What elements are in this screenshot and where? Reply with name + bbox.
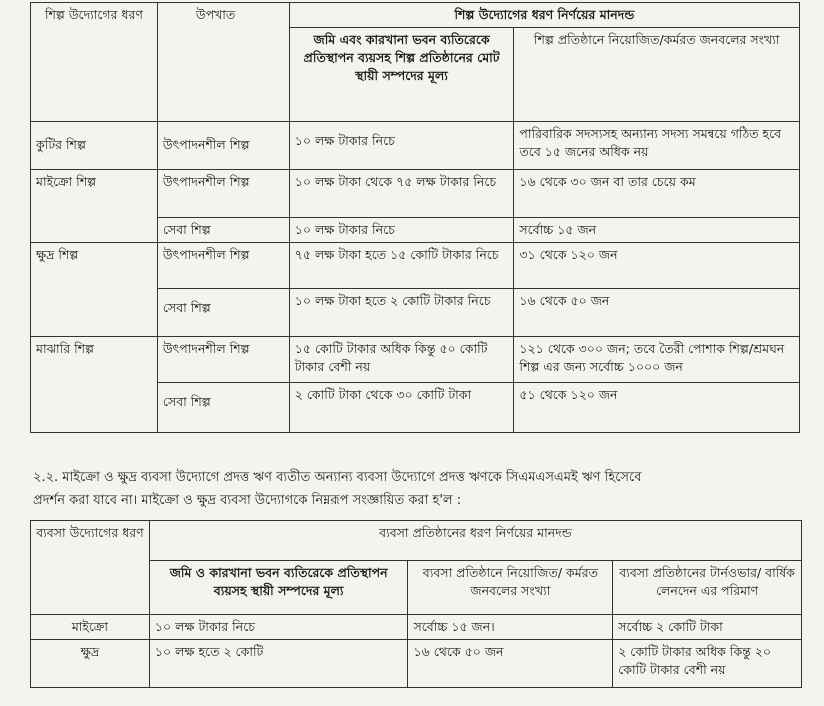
industry-type: মাঝারি শিল্প: [31, 337, 158, 433]
industry-sector: সেবা শিল্প: [157, 289, 289, 337]
fixed-assets: ২ কোটি টাকা থেকে ৩০ কোটি টাকা: [289, 383, 514, 433]
table-row: [31, 122, 800, 170]
turnover: ২ কোটি টাকার অধিক কিন্তু ২০ কোটি টাকার বেশী নয়: [613, 640, 802, 688]
fixed-assets: ১০ লক্ষ টাকার নিচে: [289, 218, 514, 243]
fixed-assets: ১০ লক্ষ টাকার নিচে: [149, 615, 408, 640]
industry-type: মাইক্রো শিল্প: [31, 170, 158, 243]
fixed-assets: ১০ লক্ষ হতে ২ কোটি: [149, 640, 408, 688]
header-workforce: ব্যবসা প্রতিষ্ঠানে নিয়োজিত/ কর্মরত জনবলের সংখ্যা: [408, 561, 613, 615]
fixed-assets: ১০ লক্ষ টাকা থেকে ৭৫ লক্ষ টাকার নিচে: [289, 170, 514, 218]
industry-sector: সেবা শিল্প: [157, 383, 289, 433]
header-sector: উপখাত: [157, 3, 289, 122]
fixed-assets: ১০ লক্ষ টাকার নিচে: [289, 122, 514, 170]
industry-sector: উৎপাদনশীল শিল্প: [157, 122, 289, 170]
industry-sector: উৎপাদনশীল শিল্প: [157, 170, 289, 218]
industry-type: ক্ষুদ্র শিল্প: [31, 243, 158, 337]
paragraph-line: প্রদর্শন করা যাবে না। মাইক্রো ও ক্ষুদ্র ব্যবসা উদ্যোগকে নিম্নরূপ সংজ্ঞায়িত করা হ'ল :: [33, 493, 462, 508]
workforce: সর্বোচ্চ ১৫ জন।: [408, 615, 613, 640]
business-type: মাইক্রো: [31, 615, 150, 640]
workforce: ১৬ থেকে ৫০ জন: [408, 640, 613, 688]
header-fixed-assets: জমি ও কারখানা ভবন ব্যতিরেকে প্রতিস্থাপন ব্যয়সহ স্থায়ী সম্পদের মূল্য: [149, 561, 408, 615]
header-turnover: ব্যবসা প্রতিষ্ঠানের টার্নওভার/ বার্ষিক লেনদেন এর পরিমাণ: [613, 561, 802, 615]
header-industry-type: শিল্প উদ্যোগের ধরণ: [31, 3, 158, 122]
table-row: [31, 615, 802, 640]
industry-classification-table: [30, 2, 800, 433]
industry-sector: সেবা শিল্প: [157, 218, 289, 243]
header-workforce: শিল্প প্রতিষ্ঠানে নিয়োজিত/কর্মরত জনবলের সংখ্যা: [514, 28, 800, 122]
table-row: [31, 337, 800, 383]
fixed-assets: ১০ লক্ষ টাকা হতে ২ কোটি টাকার নিচে: [289, 289, 514, 337]
workforce: ১৬ থেকে ৫০ জন: [514, 289, 800, 337]
business-type: ক্ষুদ্র: [31, 640, 150, 688]
workforce: ৩১ থেকে ১২০ জন: [514, 243, 800, 289]
industry-type: কুটির শিল্প: [31, 122, 158, 170]
industry-sector: উৎপাদনশীল শিল্প: [157, 337, 289, 383]
workforce: ৫১ থেকে ১২০ জন: [514, 383, 800, 433]
fixed-assets: ১৫ কোটি টাকার অধিক কিন্তু ৫০ কোটি টাকার বেশী নয়: [289, 337, 514, 383]
fixed-assets: ৭৫ লক্ষ টাকা হতে ১৫ কোটি টাকার নিচে: [289, 243, 514, 289]
workforce: ১২১ থেকে ৩০০ জন; তবে তৈরী পোশাক শিল্প/শ্রমঘন শিল্প এর জন্য সর্বোচ্চ ১০০০ জন: [514, 337, 800, 383]
header-fixed-assets: জমি এবং কারখানা ভবন ব্যতিরেকে প্রতিস্থাপন ব্যয়সহ শিল্প প্রতিষ্ঠানের মোট স্থায়ী সম্পদের মূল্য: [289, 28, 514, 122]
table-row: [31, 243, 800, 289]
workforce: পারিবারিক সদস্যসহ অন্যান্য সদস্য সমন্বয়ে গঠিত হবে তবে ১৫ জনের অধিক নয়: [514, 122, 800, 170]
header-criteria: শিল্প উদ্যোগের ধরণ নির্ণয়ের মানদন্ড: [289, 3, 799, 28]
header-criteria: ব্যবসা প্রতিষ্ঠানের ধরণ নির্ণয়ের মানদন্ড: [149, 521, 801, 561]
section-paragraph: [33, 466, 803, 512]
workforce: সর্বোচ্চ ১৫ জন: [514, 218, 800, 243]
header-business-type: ব্যবসা উদ্যোগের ধরণ: [31, 521, 150, 615]
industry-sector: উৎপাদনশীল শিল্প: [157, 243, 289, 289]
business-classification-table: [30, 520, 802, 688]
turnover: সর্বোচ্চ ২ কোটি টাকা: [613, 615, 802, 640]
workforce: ১৬ থেকে ৩০ জন বা তার চেয়ে কম: [514, 170, 800, 218]
table-row: [31, 170, 800, 218]
paragraph-line: ২.২. মাইক্রো ও ক্ষুদ্র ব্যবসা উদ্যোগে প্রদত্ত ঋণ ব্যতীত অন্যান্য ব্যবসা উদ্যোগে প্রদত্ত ঋণকে সিএমএসএমই ঋণ হিসেবে: [33, 470, 642, 485]
table-row: [31, 640, 802, 688]
